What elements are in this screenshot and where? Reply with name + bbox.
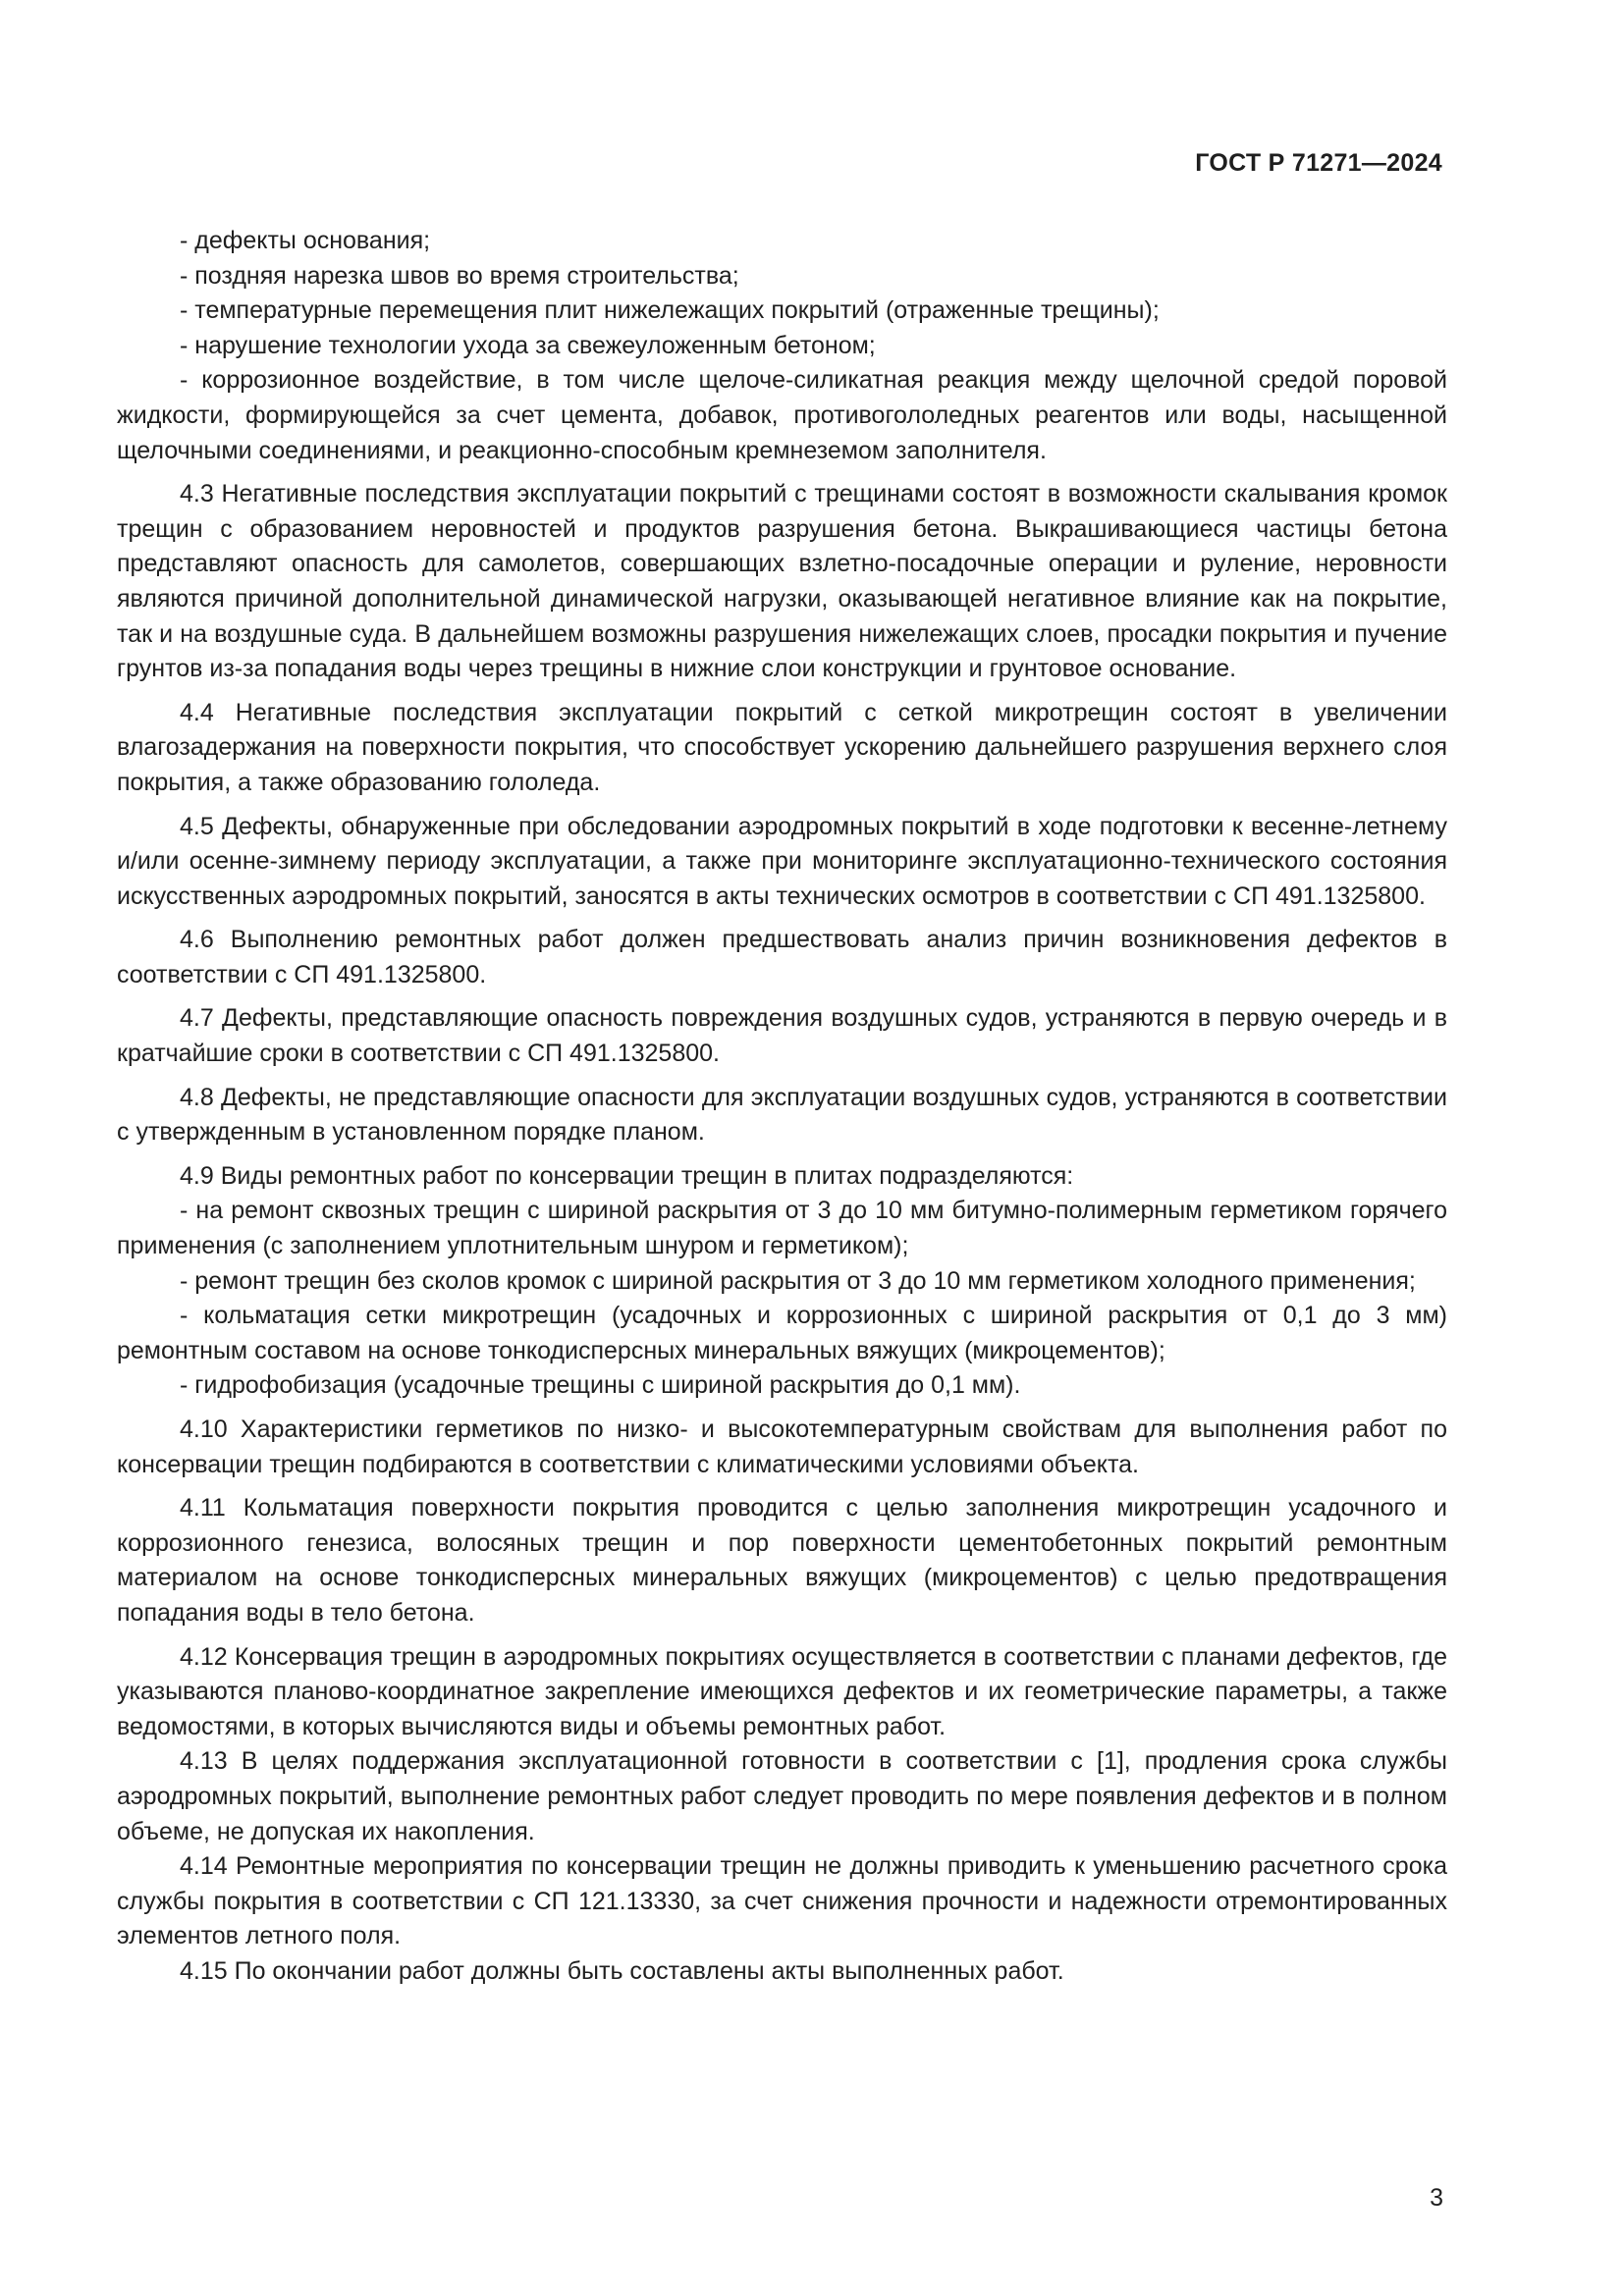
paragraph: 4.5 Дефекты, обнаруженные при обследовании аэродромных покрытий в ходе подготовки к весенне-летнему и/или осенне-зимнему периоду эксплуатации, а также при мониторинге эксплуатационно-технического состояния искусственных аэродромных покрытий, заносятся в акты технических осмотров в соответствии с СП 491.1325800. xyxy=(117,812,1447,910)
paragraph: 4.12 Консервация трещин в аэродромных покрытиях осуществляется в соответствии с планами дефектов, где указываются планово-координатное закрепление имеющихся дефектов и их геометрические параметры, а также ведомостями, в которых вычисляются виды и объемы ремонтных работ. xyxy=(117,1642,1447,1740)
paragraph: 4.8 Дефекты, не представляющие опасности для эксплуатации воздушных судов, устраняются в соответствии с утвержденным в установленном порядке планом. xyxy=(117,1083,1447,1147)
page-number: 3 xyxy=(1430,2184,1443,2212)
document-body xyxy=(117,224,1447,1990)
paragraph: 4.6 Выполнению ремонтных работ должен предшествовать анализ причин возникновения дефектов в соответствии с СП 491.1325800. xyxy=(117,926,1447,988)
paragraph: - коррозионное воздействие, в том числе щелоче-силикатная реакция между щелочной средой поровой жидкости, формирующейся за счет цемента, добавок, противогололедных реагентов или воды, насыщенной щелочными соединениями, и реакционно-способным кремнеземом заполнителя. xyxy=(117,366,1447,464)
paragraph: - гидрофобизация (усадочные трещины с шириной раскрытия до 0,1 мм). xyxy=(180,1371,1021,1400)
paragraph: 4.3 Негативные последствия эксплуатации покрытий с трещинами состоят в возможности скалывания кромок трещин с образованием неровностей и продуктов разрушения бетона. Выкрашивающиеся частицы бетона представляют опасность для самолетов, совершающих взлетно-посадочные операции и руление, неровности являются причиной дополнительной динамической нагрузки, оказывающей негативное влияние как на покрытие, так и на воздушные суда. В дальнейшем возможны разрушения нижележащих слоев, просадки покрытия и пучение грунтов из-за попадания воды через трещины в нижние слои конструкции и грунтовое основание. xyxy=(117,480,1447,683)
paragraph: 4.10 Характеристики герметиков по низко- и высокотемпературным свойствам для выполнения работ по консервации трещин подбираются в соответствии с климатическими условиями объекта. xyxy=(117,1415,1447,1478)
paragraph: 4.7 Дефекты, представляющие опасность повреждения воздушных судов, устраняются в первую очередь и в кратчайшие сроки в соответствии с СП 491.1325800. xyxy=(117,1004,1447,1068)
paragraph: 4.13 В целях поддержания эксплуатационной готовности в соответствии с [1], продления срока службы аэродромных покрытий, выполнение ремонтных работ следует проводить по мере появления дефектов и в полном объеме, не допуская их накопления. xyxy=(117,1747,1447,1845)
paragraph: 4.15 По окончании работ должны быть составлены акты выполненных работ. xyxy=(180,1956,1064,1985)
paragraph: 4.11 Кольматация поверхности покрытия проводится с целью заполнения микротрещин усадочного и коррозионного генезиса, волосяных трещин и пор поверхности цементобетонных покрытий ремонтным материалом на основе тонкодисперсных минеральных вяжущих (микроцементов) с целью предотвращения попадания воды в тело бетона. xyxy=(117,1494,1447,1627)
paragraph: - на ремонт сквозных трещин с шириной раскрытия от 3 до 10 мм битумно-полимерным герметиком горячего применения (с заполнением уплотнительным шнуром и герметиком); xyxy=(117,1197,1447,1260)
paragraph: - поздняя нарезка швов во время строительства; xyxy=(180,261,739,290)
paragraph: 4.4 Негативные последствия эксплуатации покрытий с сеткой микротрещин состоят в увеличении влагозадержания на поверхности покрытия, что способствует ускорению дальнейшего разрушения верхнего слоя покрытия, а также образованию гололеда. xyxy=(117,698,1447,796)
paragraph: 4.9 Виды ремонтных работ по консервации трещин в плитах подразделяются: xyxy=(180,1161,1074,1190)
paragraph: 4.14 Ремонтные мероприятия по консервации трещин не должны приводить к уменьшению расчетного срока службы покрытия в соответствии с СП 121.13330, за счет снижения прочности и надежности отремонтированных элементов летного поля. xyxy=(117,1852,1447,1950)
paragraph: - нарушение технологии ухода за свежеуложенным бетоном; xyxy=(180,331,876,359)
paragraph: - кольматация сетки микротрещин (усадочных и коррозионных с шириной раскрытия от 0,1 до 3 мм) ремонтным составом на основе тонкодисперсных минеральных вяжущих (микроцементов); xyxy=(117,1302,1447,1364)
paragraph: - температурные перемещения плит нижележащих покрытий (отраженные трещины); xyxy=(180,296,1160,325)
paragraph: - дефекты основания; xyxy=(180,227,431,254)
paragraph: - ремонт трещин без сколов кромок с шириной раскрытия от 3 до 10 мм герметиком холодного применения; xyxy=(180,1266,1416,1295)
document-code: ГОСТ Р 71271—2024 xyxy=(1195,149,1442,177)
